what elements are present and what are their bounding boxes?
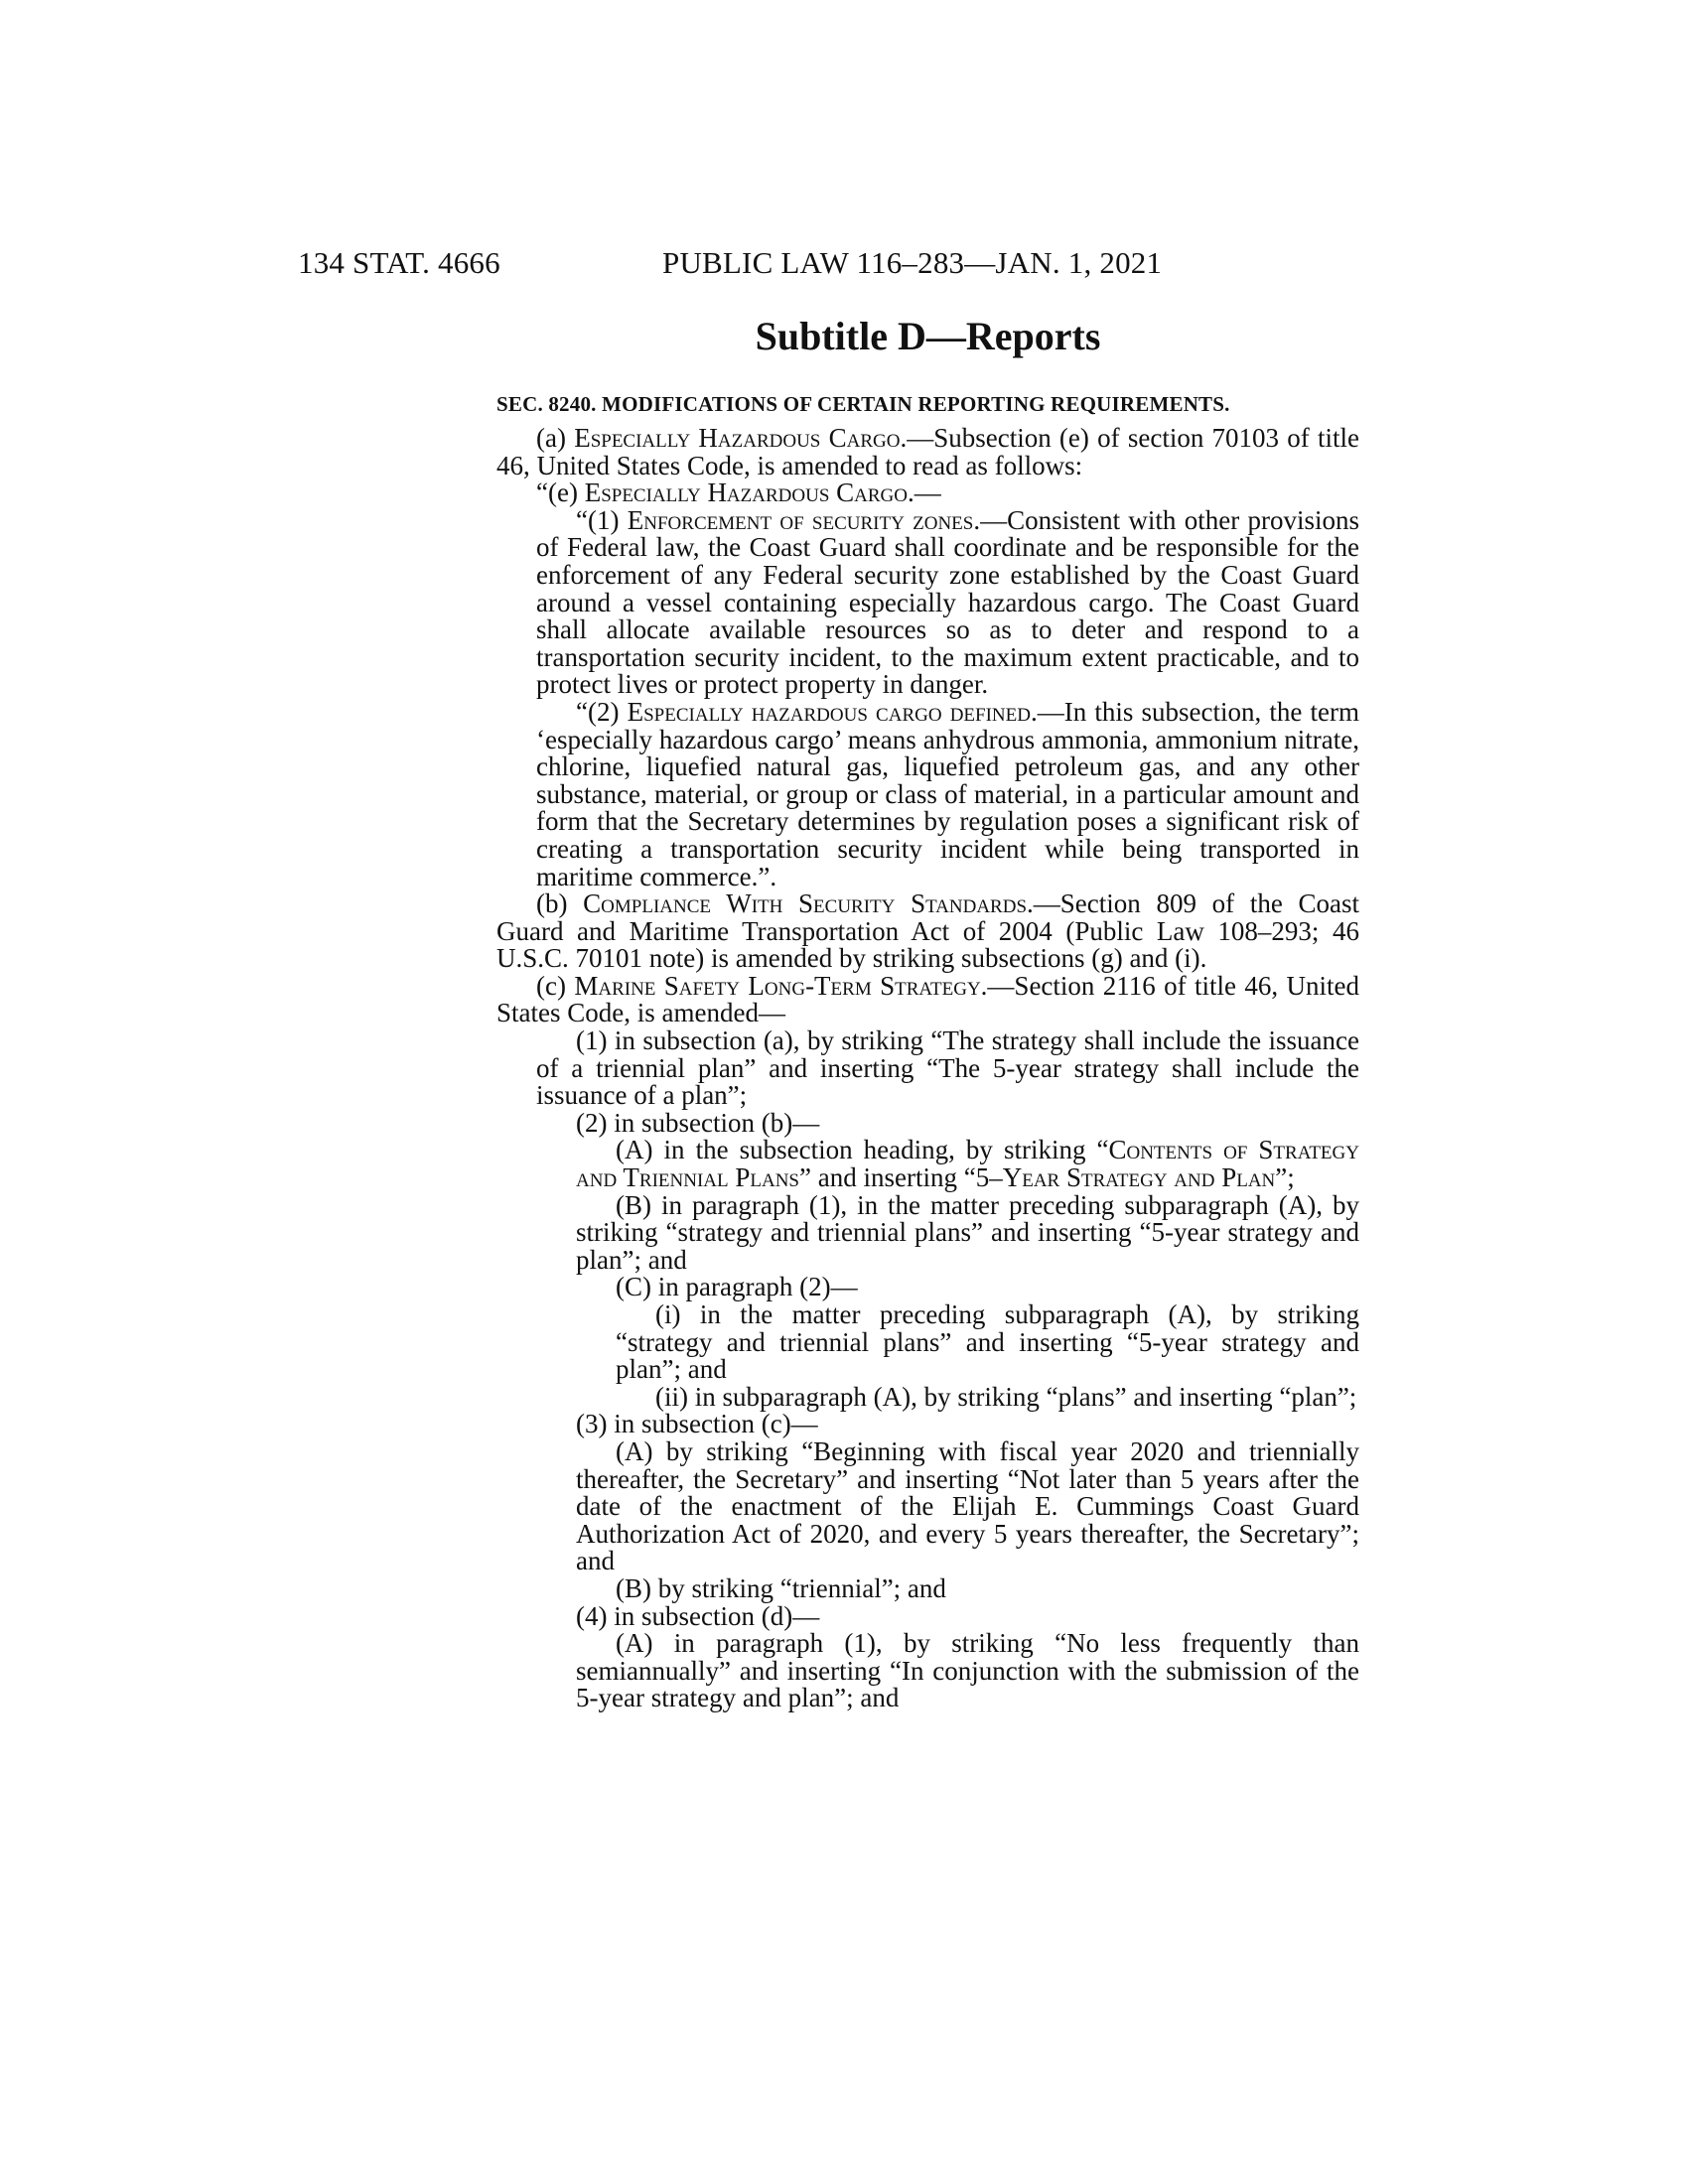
- subtitle-heading: Subtitle D—Reports: [755, 314, 1101, 358]
- paragraph-number: “(2): [576, 696, 628, 727]
- paragraph-heading: Especially hazardous cargo defined.: [627, 696, 1038, 727]
- section-heading: SEC. 8240. MODIFICATIONS OF CERTAIN REPORTING REQUIREMENTS.: [496, 392, 1230, 416]
- paragraph-c4: (4) in subsection (d)—: [576, 1600, 820, 1631]
- paragraph-quoted-e2: [496, 696, 1360, 891]
- subparagraph-c2A: [496, 1137, 1359, 1191]
- paragraph-number: “(1): [576, 504, 628, 535]
- clause-c2Ci: (i) in the matter preceding subparagraph (A), by striking “strategy and triennial plans” and inserting “5-year strategy and plan”; and: [616, 1299, 1359, 1385]
- paragraph-number: (b): [536, 888, 584, 919]
- small-caps-heading: Year Strategy and Plan: [1002, 1162, 1276, 1193]
- section-body: [496, 425, 1359, 1712]
- paragraph-a: [496, 425, 1359, 479]
- paragraph-heading: Marine Safety Long-Term Strategy.: [574, 970, 988, 1001]
- subparagraph-c2C: (C) in paragraph (2)—: [616, 1272, 858, 1302]
- paragraph-number: (c): [536, 970, 575, 1001]
- paragraph-c2: (2) in subsection (b)—: [576, 1107, 820, 1138]
- paragraph-quoted-e1: [496, 504, 1360, 700]
- paragraph-text: —Subsection (e) of section 70103 of title 46, United States Code, is amended to read as follows:: [496, 423, 1359, 480]
- paragraph-heading: Especially Hazardous Cargo.: [584, 478, 914, 508]
- subparagraph-c4A: (A) in paragraph (1), by striking “No less frequently than semiannually” and inserting “In conjunction with the submission of the 5-year strategy and plan”; and: [576, 1628, 1359, 1713]
- text-segment: ” and inserting “5–: [799, 1162, 1003, 1193]
- subparagraph-c3B: (B) by striking “triennial”; and: [616, 1572, 946, 1603]
- paragraph-text: —Consistent with other provisions of Federal law, the Coast Guard shall coordinate and be responsible for the enforcement of any Federal security zone established by the Coast Guard around a vessel containing especially hazardous cargo. The Coast Guard shall allocate available resources so as to deter and respond to a transportation security incident, to the maximum extent practicable, and to protect lives or protect property in danger.: [536, 504, 1360, 700]
- paragraph-heading: Especially Hazardous Cargo.: [574, 423, 908, 453]
- paragraph-text: —Section 809 of the Coast Guard and Maritime Transportation Act of 2004 (Public Law 108–293; 46 U.S.C. 70101 note) is amended by striking subsections (g) and (i).: [496, 888, 1359, 974]
- page-header: [298, 245, 1192, 285]
- paragraph-number: “(e): [536, 478, 585, 508]
- clause-c2Cii: (ii) in subparagraph (A), by striking “plans” and inserting “plan”;: [655, 1381, 1357, 1412]
- subparagraph-c3A: (A) by striking “Beginning with fiscal year 2020 and triennially thereafter, the Secretary” and inserting “Not later than 5 years after the date of the enactment of the Elijah E. Cummings Coast Guard Authorization Act of 2020, and every 5 years thereafter, the Secretary”; and: [576, 1435, 1359, 1576]
- statute-page-reference: 134 STAT. 4666: [298, 245, 500, 280]
- paragraph-heading: Enforcement of security zones.: [627, 504, 981, 535]
- paragraph-number: (a): [536, 423, 575, 453]
- paragraph-b: [496, 890, 1359, 973]
- paragraph-text: —: [914, 478, 941, 508]
- paragraph-c: [496, 970, 1360, 1028]
- paragraph-text: —In this subsection, the term ‘especially hazardous cargo’ means anhydrous ammonia, ammonium nitrate, chlorine, liquefied natural gas, liquefied petroleum gas, and any other substance, material, or group or class of material, in a particular amount and form that the Secretary determines by regulation poses a significant risk of creating a transportation security incident while being transported in maritime commerce.”.: [536, 696, 1360, 891]
- paragraph-heading: Compliance With Security Standards.: [583, 888, 1034, 919]
- paragraph-c3: (3) in subsection (c)—: [576, 1409, 818, 1439]
- subparagraph-c2B: (B) in paragraph (1), in the matter preceding subparagraph (A), by striking “strategy and triennial plans” and inserting “5-year strategy and plan”; and: [576, 1189, 1359, 1275]
- text-segment: (A) in the subsection heading, by striking “: [616, 1135, 1109, 1165]
- public-law-reference: PUBLIC LAW 116–283—JAN. 1, 2021: [662, 245, 1163, 280]
- text-segment: ”;: [1275, 1162, 1295, 1193]
- small-caps-heading: Contents of Strategy and Triennial Plans: [576, 1135, 1359, 1193]
- paragraph-c1: (1) in subsection (a), by striking “The strategy shall include the issuance of a triennial plan” and inserting “The 5-year strategy shall include the issuance of a plan”;: [536, 1025, 1359, 1111]
- paragraph-text: —Section 2116 of title 46, United States Code, is amended—: [496, 970, 1360, 1028]
- paragraph-quoted-e: [496, 479, 1359, 507]
